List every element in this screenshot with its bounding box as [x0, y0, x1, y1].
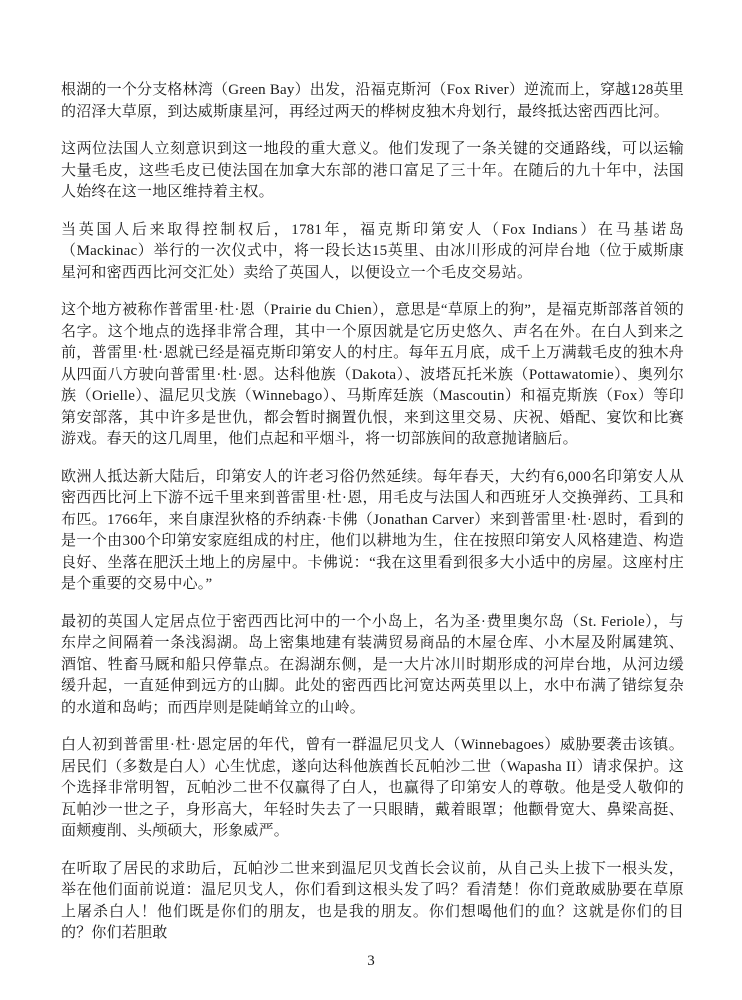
- paragraph-7: 白人初到普雷里·杜·恩定居的年代，曾有一群温尼贝戈人（Winnebagoes）威胁要袭击该镇。居民们（多数是白人）心生忧虑，遂向达科他族酋长瓦帕沙二世（Wapasha II）请求保护。这个选择非常明智，瓦帕沙二世不仅赢得了白人，也赢得了印第安人的尊敬。他是受人敬仰的瓦帕沙一世之子，身形高大，年轻时失去了一只眼睛，戴着眼罩；他颧骨宽大、鼻梁高挺、面颊瘦削、头颅硕大，形象威严。: [61, 737, 684, 839]
- page-number: 3: [367, 953, 375, 969]
- paragraph-4: 这个地方被称作普雷里·杜·恩（Prairie du Chien），意思是“草原上的狗”，是福克斯部落首领的名字。这个地点的选择非常合理，其中一个原因就是它历史悠久、声名在外。在白人到来之前，普雷里·杜·恩就已经是福克斯印第安人的村庄。每年五月底，成千上万满载毛皮的独木舟从四面八方驶向普雷里·杜·恩。达科他族（Dakota）、波塔瓦托米族（Pottawatomie）、奥列尔族（Orielle）、温尼贝戈族（Winnebago）、马斯库廷族（Mascoutin）和福克斯族（Fox）等印第安部落，其中许多是世仇，都会暂时搁置仇恨，来到这里交易、庆祝、婚配、宴饮和比赛游戏。春天的这几周里，他们点起和平烟斗，将一切部族间的敌意抛诸脑后。: [61, 302, 684, 447]
- paragraph-5: 欧洲人抵达新大陆后，印第安人的许老习俗仍然延续。每年春天，大约有6,000名印第安人从密西西比河上下游不远千里来到普雷里·杜·恩，用毛皮与法国人和西班牙人交换弹药、工具和布匹。1766年，来自康涅狄格的乔纳森·卡佛（Jonathan Carver）来到普雷里·杜·恩时，看到的是一个由300个印第安家庭组成的村庄，他们以耕地为生，住在按照印第安人风格建造、构造良好、坐落在肥沃土地上的房屋中。卡佛说：“我在这里看到很多大小适中的房屋。这座村庄是个重要的交易中心。”: [61, 468, 684, 592]
- paragraph-8: 在听取了居民的求助后，瓦帕沙二世来到温尼贝戈酋长会议前，从自己头上拔下一根头发，举在他们面前说道：温尼贝戈人，你们看到这根头发了吗？看清楚！你们竟敢威胁要在草原上屠杀白人！他们既是你们的朋友，也是我的朋友。你们想喝他们的血？这就是你们的目的？你们若胆敢: [61, 860, 684, 941]
- page-content: [61, 80, 684, 961]
- paragraph-2: 这两位法国人立刻意识到这一地段的重大意义。他们发现了一条关键的交通路线，可以运输大量毛皮，这些毛皮已使法国在加拿大东部的港口富足了三十年。在随后的九十年中，法国人始终在这一地区维持着主权。: [61, 141, 684, 200]
- paragraph-6: 最初的英国人定居点位于密西西比河中的一个小岛上，名为圣·费里奥尔岛（St. Feriole），与东岸之间隔着一条浅潟湖。岛上密集地建有装满贸易商品的木屋仓库、小木屋及附属建筑、酒馆、牲畜马厩和船只停靠点。在潟湖东侧，是一大片冰川时期形成的河岸台地，从河边缓缓升起，一直延伸到远方的山脚。此处的密西西比河宽达两英里以上，水中布满了错综复杂的水道和岛屿；而西岸则是陡峭耸立的山岭。: [61, 613, 684, 716]
- paragraph-3: 当英国人后来取得控制权后，1781年，福克斯印第安人（Fox Indians）在马基诺岛（Mackinac）举行的一次仪式中，将一段长达15英里、由冰川形成的河岸台地（位于威斯康星河和密西西比河交汇处）卖给了英国人，以便设立一个毛皮交易站。: [61, 221, 684, 281]
- paragraph-1: 根湖的一个分支格林湾（Green Bay）出发，沿福克斯河（Fox River）逆流而上，穿越128英里的沼泽大草原，到达威斯康星河，再经过两天的桦树皮独木舟划行，最终抵达密西西比河。: [61, 82, 684, 120]
